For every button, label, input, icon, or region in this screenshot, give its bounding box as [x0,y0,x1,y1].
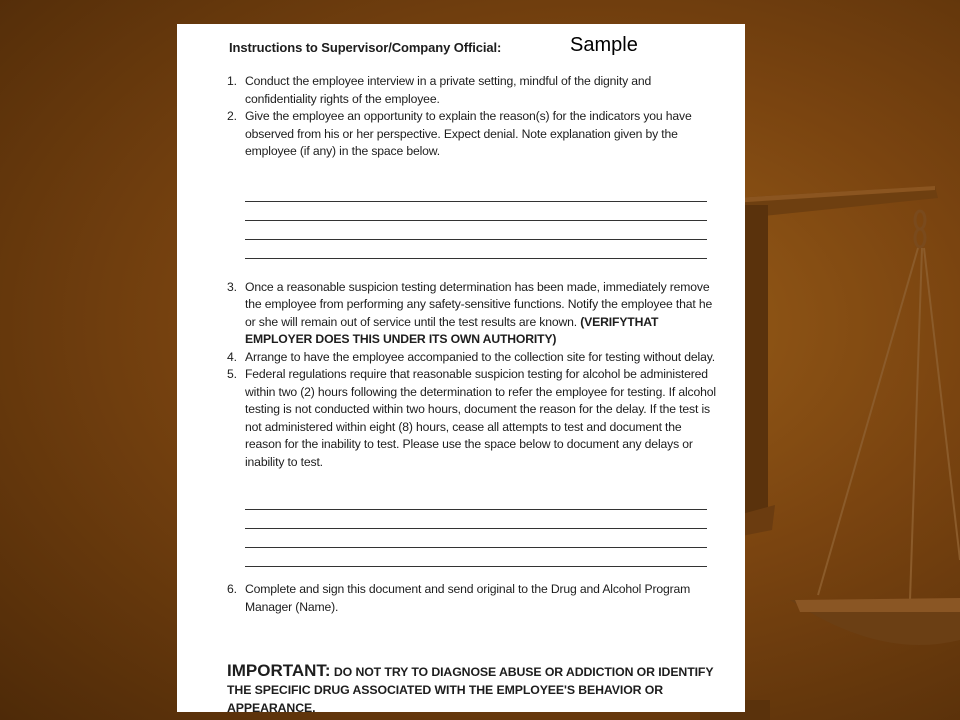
item-text: Federal regulations require that reasonable suspicion testing for alcohol be administered within two (2) hours following the determination to refer the employee for testing. If alcohol testing is not conducted within two hours, document the reason for the delay. If the test is not administered within eight (8) hours, cease all attempts to test and document the reason for the inability to test. Please use the space below to document any delays or inability to test. [245,367,716,469]
blank-line [245,491,707,510]
important-notice [227,662,719,717]
blank-line [245,221,707,240]
delay-blank-lines [245,491,707,567]
explanation-blank-lines [245,183,707,259]
instruction-item-4 [227,349,719,367]
instruction-item-1 [227,73,719,108]
instruction-item-3 [227,279,719,349]
item-text: Complete and sign this document and send original to the Drug and Alcohol Program Manager (Name). [245,582,691,614]
item-text: Give the employee an opportunity to explain the reason(s) for the indicators you have observed from his or her perspective. Expect denial. Note explanation given by the employee (if any) in the space below. [245,109,692,158]
item-number: 5. [227,367,237,381]
important-label: IMPORTANT: [227,661,331,680]
item-number: 1. [227,74,237,88]
document-page [177,24,745,715]
blank-line [245,548,707,567]
blank-line [245,529,707,548]
item-text-bold: (VERIFYTHAT EMPLOYER DOES THIS UNDER ITS OWN AUTHORITY) [245,314,659,346]
important-text: DO NOT TRY TO DIAGNOSE ABUSE OR ADDICTION OR IDENTIFY THE SPECIFIC DRUG ASSOCIATED WITH THE EMPLOYEE'S BEHAVIOR OR APPEARANCE. [227,665,714,715]
instructions-heading: Instructions to Supervisor/Company Official: [229,40,502,55]
item-text: Arrange to have the employee accompanied to the collection site for testing without delay. [245,349,715,364]
instruction-item-6 [227,581,719,616]
instruction-item-2 [227,108,719,161]
blank-line [245,183,707,202]
blank-line [245,202,707,221]
item-number: 2. [227,109,237,123]
item-text [245,279,719,349]
item-text: Conduct the employee interview in a private setting, mindful of the dignity and confidentiality rights of the employee. [245,74,652,106]
item-number: 4. [227,349,237,364]
blank-line [245,510,707,529]
item-text-regular: Once a reasonable suspicion testing determination has been made, immediately remove the employee from performing any safety-sensitive functions. Notify the employee that he or she will remain out of service until the test results are known. [245,279,713,329]
blank-line [245,240,707,259]
sample-label: Sample [560,27,728,64]
item-number: 3. [227,279,237,294]
instruction-item-5 [227,366,719,471]
item-number: 6. [227,582,237,596]
